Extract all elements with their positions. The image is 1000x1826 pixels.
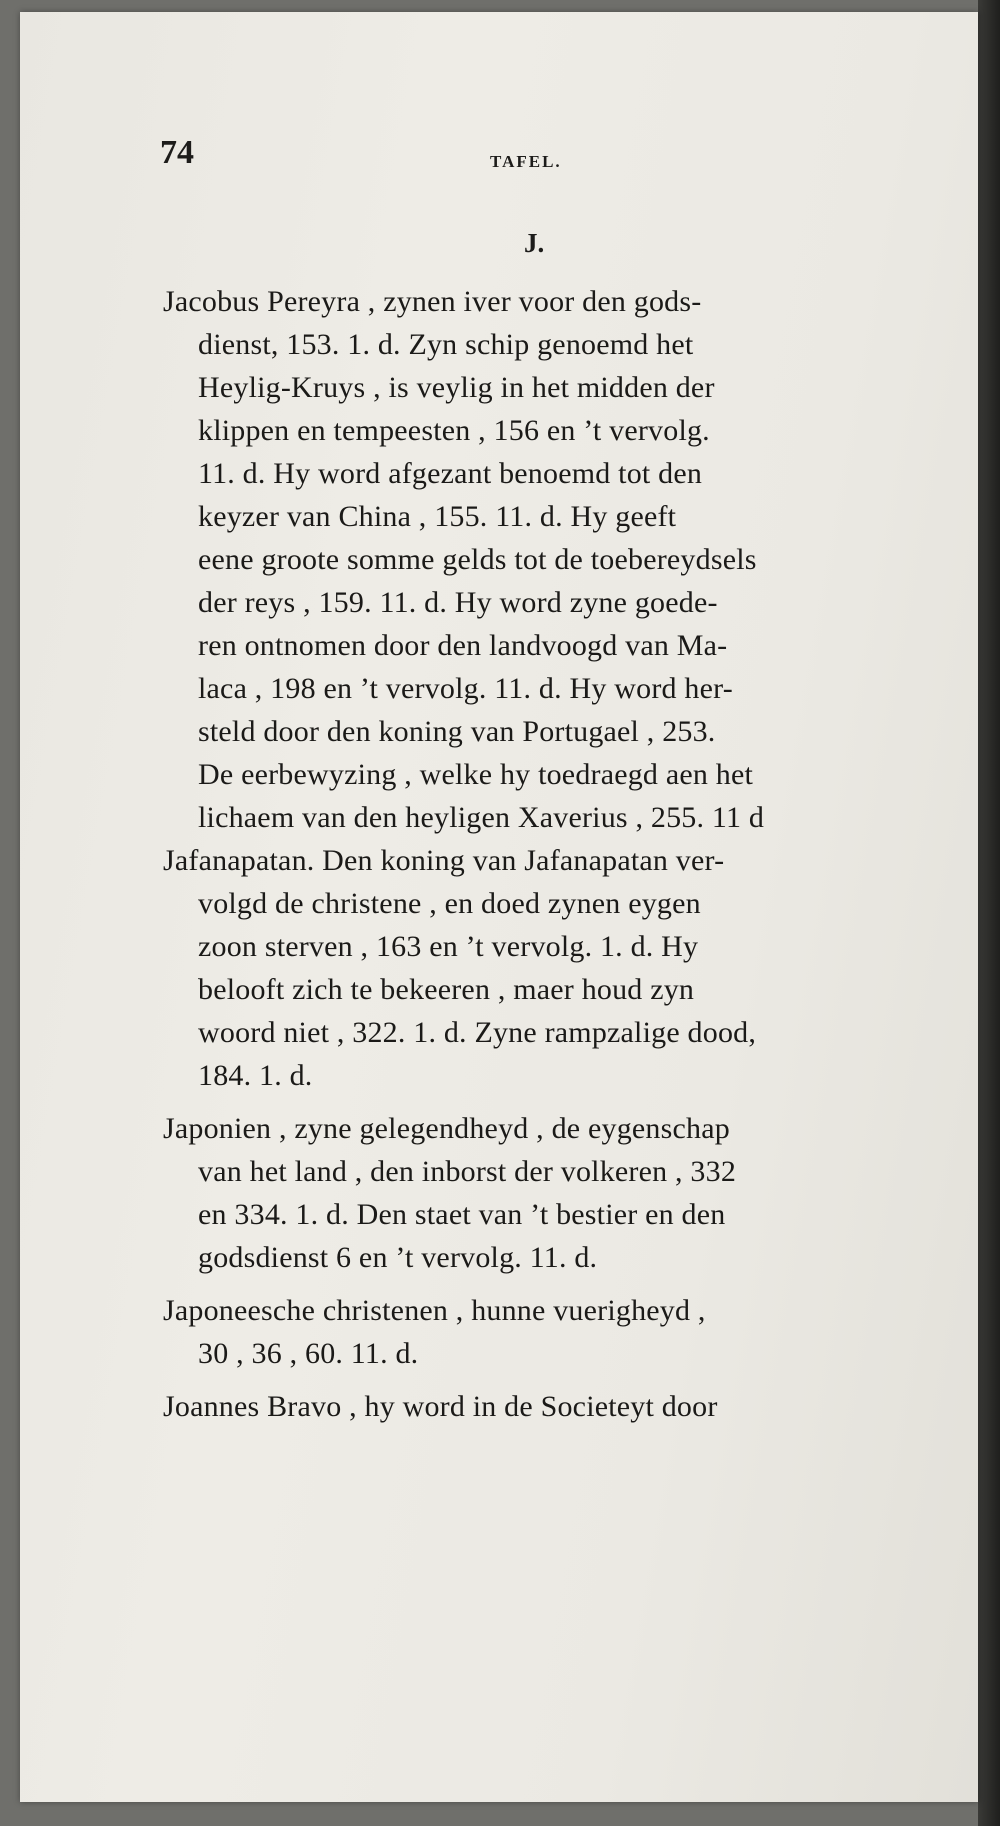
entry-line: Jacobus Pereyra , zynen iver voor den gods- <box>163 285 702 318</box>
entry-line: ren ontnomen door den landvoogd van Ma- <box>198 629 728 662</box>
entry-line: en 334. 1. d. Den staet van ’t bestier en den <box>198 1198 726 1231</box>
entry-line: van het land , den inborst der volkeren , 332 <box>198 1155 737 1188</box>
entry-line: lichaem van den heyligen Xaverius , 255. 11 d <box>198 801 765 834</box>
entry-line: Heylig-Kruys , is veylig in het midden der <box>198 371 715 404</box>
entry-line: belooft zich te bekeeren , maer houd zyn <box>198 973 695 1006</box>
entry-line: Japoneesche christenen , hunne vuerigheyd , <box>163 1294 706 1327</box>
entry-line: dienst, 153. 1. d. Zyn schip genoemd het <box>198 328 694 361</box>
entry-line: Joannes Bravo , hy word in de Societeyt door <box>163 1390 718 1423</box>
entry-line: 30 , 36 , 60. 11. d. <box>198 1337 419 1370</box>
entry-line: woord niet , 322. 1. d. Zyne rampzalige dood, <box>198 1016 757 1049</box>
entry-line: keyzer van China , 155. 11. d. Hy geeft <box>198 500 677 533</box>
entry-line: laca , 198 en ’t vervolg. 11. d. Hy word her- <box>198 672 733 705</box>
entry-line: volgd de christene , en doed zynen eygen <box>198 887 701 920</box>
entry-line: eene groote somme gelds tot de toebereydsels <box>198 543 757 576</box>
entry-line: 184. 1. d. <box>198 1059 313 1092</box>
book-page <box>20 12 978 1802</box>
entry-line: 11. d. Hy word afgezant benoemd tot den <box>198 457 703 490</box>
entry-line: klippen en tempeesten , 156 en ’t vervolg. <box>198 414 710 447</box>
background-shadow <box>978 0 1000 1826</box>
entry-line: De eerbewyzing , welke hy toedraegd aen het <box>198 758 754 791</box>
entry-line: Japonien , zyne gelegendheyd , de eygenschap <box>163 1112 730 1145</box>
page-number: 74 <box>160 134 194 171</box>
entry-line: zoon sterven , 163 en ’t vervolg. 1. d. Hy <box>198 930 699 963</box>
section-letter: J. <box>524 228 545 258</box>
page-header <box>20 120 978 180</box>
running-head: TAFEL. <box>490 152 562 171</box>
entry-line: der reys , 159. 11. d. Hy word zyne goede- <box>198 586 718 619</box>
entry-line: godsdienst 6 en ’t vervolg. 11. d. <box>198 1241 598 1274</box>
entry-line: Jafanapatan. Den koning van Jafanapatan ver- <box>163 844 725 877</box>
entry-line: steld door den koning van Portugael , 253. <box>198 715 716 748</box>
